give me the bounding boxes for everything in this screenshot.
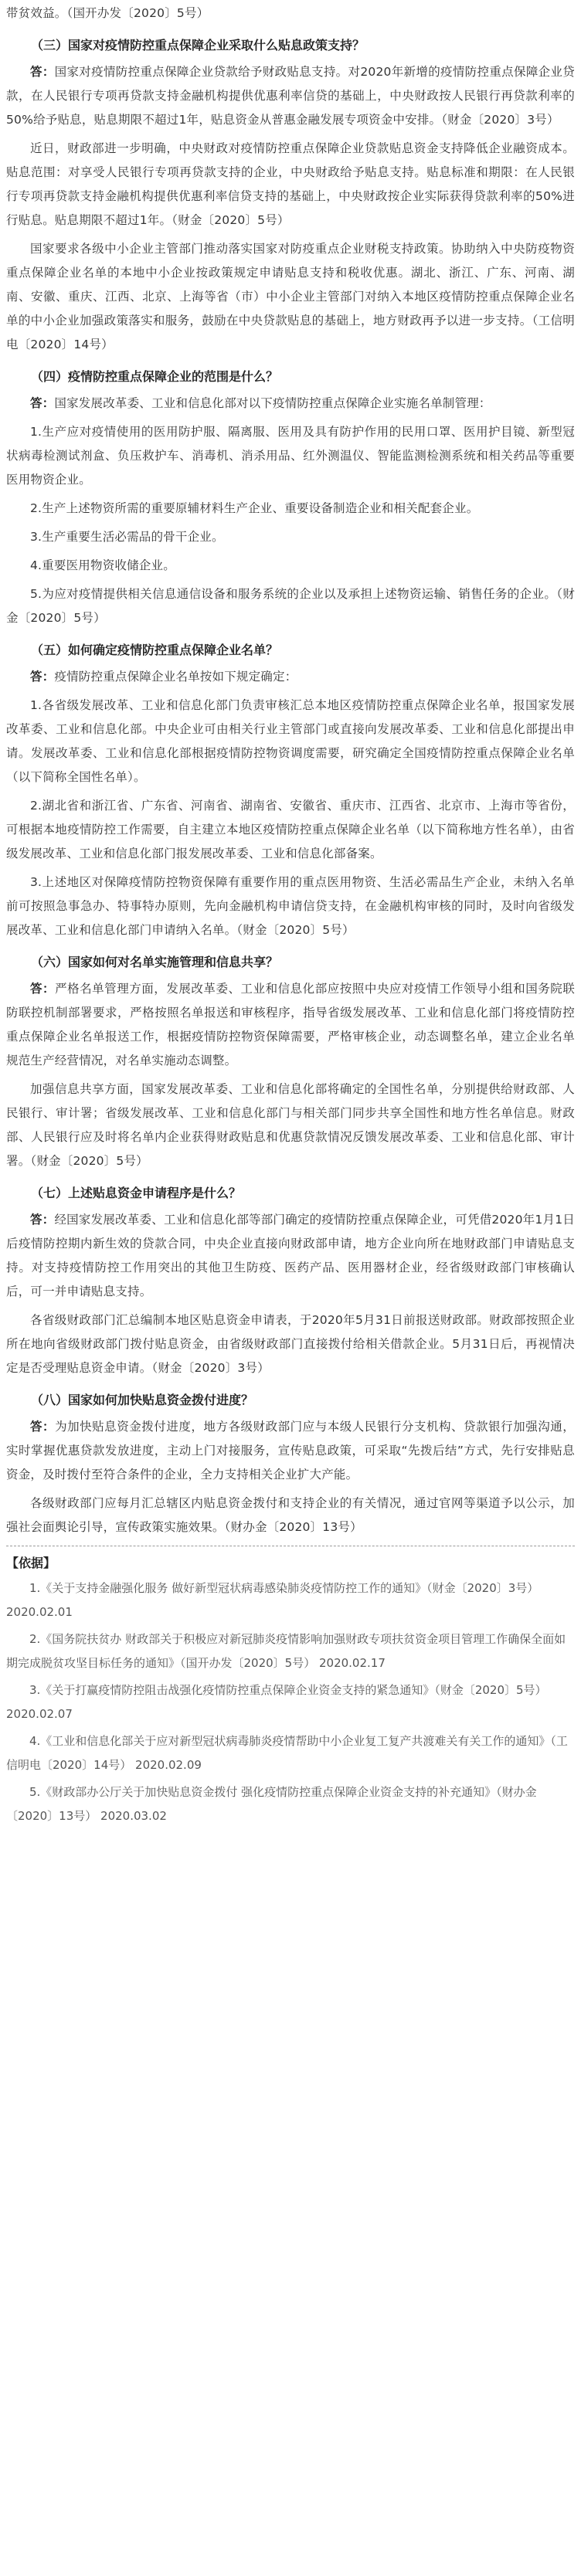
section-paragraph xyxy=(6,60,575,132)
section-paragraph xyxy=(6,794,575,866)
section-heading-4: （四）疫情防控重点保障企业的范围是什么？ xyxy=(31,369,279,384)
reference-item: 3.《关于打赢疫情防控阻击战强化疫情防控重点保障企业资金支持的紧急通知》（财金〔2020〕5号） 2020.02.07 xyxy=(6,1683,547,1721)
section-paragraph xyxy=(6,871,575,942)
answer-lead: 答： xyxy=(30,1213,55,1227)
section-heading-6: （六）国家如何对名单实施管理和信息共享？ xyxy=(31,955,279,969)
paragraph-text: 2.湖北省和浙江省、广东省、河南省、湖南省、安徽省、重庆市、江西省、北京市、上海市等省份，可根据本地疫情防控工作需要，自主建立本地区疫情防控重点保障企业名单（以下简称地方性名单），由省级发展改革、工业和信息化部门报发展改革委、工业和信息化部备案。 xyxy=(6,799,575,860)
reference-item: 1.《关于支持金融强化服务 做好新型冠状病毒感染肺炎疫情防控工作的通知》（财金〔2020〕3号） 2020.02.01 xyxy=(6,1581,539,1619)
section-paragraph xyxy=(6,554,575,578)
section-heading-5: （五）如何确定疫情防控重点保障企业名单？ xyxy=(31,643,279,657)
section-paragraph xyxy=(6,137,575,232)
section-paragraph xyxy=(6,392,575,416)
paragraph-text: 各省级财政部门汇总编制本地区贴息资金申请表，于2020年5月31日前报送财政部。财政部按照企业所在地向省级财政部门拨付贴息资金，由省级财政部门直接拨付给相关借款企业。5月31日后，再视情决定是否受理贴息资金申请。（财金〔2020〕3号） xyxy=(6,1313,575,1375)
paragraph-text: 为加快贴息资金拨付进度，地方各级财政部门应与本级人民银行分支机构、贷款银行加强沟通，实时掌握优惠贷款发放进度，主动上门对接服务，宣传贴息政策，可采取“先拨后结”方式，先行安排贴息资金，及时拨付至符合条件的企业，全力支持相关企业扩大产能。 xyxy=(6,1420,575,1481)
section-paragraph xyxy=(6,525,575,549)
section-paragraph xyxy=(6,1492,575,1539)
paragraph-text: 严格名单管理方面，发展改革委、工业和信息化部应按照中央应对疫情工作领导小组和国务院联防联控机制部署要求，严格按照名单报送和审核程序，指导省级发展改革、工业和信息化部门将疫情防控重点保障企业名单报送工作，根据疫情防控物资保障需要，严格审核企业，动态调整名单，建立企业名单规范生产经营情况，对名单实施动态调整。 xyxy=(6,982,575,1067)
intro-tail: 带贫效益。（国开办发〔2020〕5号） xyxy=(6,6,209,20)
paragraph-text: 4.重要医用物资收储企业。 xyxy=(30,558,175,572)
section-paragraph xyxy=(6,237,575,357)
paragraph-text: 各级财政部门应每月汇总辖区内贴息资金拨付和支持企业的有关情况，通过官网等渠道予以公示，加强社会面舆论引导，宣传政策实施效果。（财办金〔2020〕13号） xyxy=(6,1496,575,1534)
paragraph-text: 加强信息共享方面，国家发展改革委、工业和信息化部将确定的全国性名单，分别提供给财政部、人民银行、审计署；省级发展改革、工业和信息化部门与相关部门同步共享全国性和地方性名单信息。财政部、人民银行应及时将名单内企业获得财政贴息和优惠贷款情况反馈发展改革委、工业和信息化部、审计署。（财金〔2020〕5号） xyxy=(6,1082,575,1168)
paragraph-text: 国家要求各级中小企业主管部门推动落实国家对防疫重点企业财税支持政策。协助纳入中央防疫物资重点保障企业名单的本地中小企业按政策规定申请贴息支持和税收优惠。湖北、浙江、广东、河南、湖南、安徽、重庆、江西、北京、上海等省（市）中小企业主管部门对纳入本地区疫情防控重点保障企业名单的中小企业加强政策落实和服务，鼓励在中央贷款贴息的基础上，地方财政再予以进一步支持。（工信明电〔2020〕14号） xyxy=(6,242,575,351)
paragraph-text: 近日，财政部进一步明确，中央财政对疫情防控重点保障企业贷款贴息资金支持降低企业融资成本。贴息范围：对享受人民银行专项再贷款支持的企业，中央财政给予贴息支持。贴息标准和期限：在人民银行专项再贷款支持金融机构提供优惠利率信贷支持的基础上，中央财政按企业实际获得贷款利率的50%进行贴息。贴息期限不超过1年。（财金〔2020〕5号） xyxy=(6,141,575,227)
paragraph-text: 3.生产重要生活必需品的骨干企业。 xyxy=(30,530,224,544)
section-heading-7: （七）上述贴息资金申请程序是什么？ xyxy=(31,1186,242,1200)
paragraph-text: 2.生产上述物资所需的重要原辅材料生产企业、重要设备制造企业和相关配套企业。 xyxy=(30,501,479,515)
paragraph-text: 1.各省级发展改革、工业和信息化部门负责审核汇总本地区疫情防控重点保障企业名单，报国家发展改革委、工业和信息化部。中央企业可由相关行业主管部门或直接向发展改革委、工业和信息化部提出申请。发展改革委、工业和信息化部根据疫情防控物资调度需要，研究确定全国疫情防控重点保障企业名单（以下简称全国性名单）。 xyxy=(6,698,575,784)
answer-lead: 答： xyxy=(30,670,55,684)
basis-title: 【依据】 xyxy=(6,1556,56,1570)
section-paragraph xyxy=(6,1078,575,1173)
reference-item: 2.《国务院扶贫办 财政部关于积极应对新冠肺炎疫情影响加强财政专项扶贫资金项目管理工作确保全面如期完成脱贫攻坚目标任务的通知》（国开办发〔2020〕5号） 2020.02.17 xyxy=(6,1632,566,1670)
section-paragraph xyxy=(6,420,575,492)
answer-lead: 答： xyxy=(30,1420,56,1434)
section-paragraph xyxy=(6,1415,575,1487)
paragraph-text: 3.上述地区对保障疫情防控物资保障有重要作用的重点医用物资、生活必需品生产企业，未纳入名单前可按照急事急办、特事特办原则，先向金融机构申请信贷支持，在金融机构审核的同时，及时向省级发展改革、工业和信息化部门申请纳入名单。（财金〔2020〕5号） xyxy=(6,875,575,937)
answer-lead: 答： xyxy=(30,65,55,79)
paragraph-text: 经国家发展改革委、工业和信息化部等部门确定的疫情防控重点保障企业，可凭借2020年1月1日后疫情防控期内新生效的贷款合同，中央企业直接向财政部申请，地方企业向所在地财政部门申请贴息支持。对支持疫情防控工作用突出的其他卫生防疫、医药产品、医用器材企业，经省级财政部门审核确认后，可一并申请贴息支持。 xyxy=(6,1213,575,1298)
answer-lead: 答： xyxy=(30,396,55,410)
section-heading-3: （三）国家对疫情防控重点保障企业采取什么贴息政策支持？ xyxy=(31,38,365,53)
section-paragraph xyxy=(6,665,575,689)
paragraph-text: 1.生产应对疫情使用的医用防护服、隔离服、医用及具有防护作用的民用口罩、医用护目镜、新型冠状病毒检测试剂盒、负压救护车、消毒机、消杀用品、红外测温仪、智能监测检测系统和相关药品等重要医用物资企业。 xyxy=(6,425,575,487)
reference-item: 5.《财政部办公厅关于加快贴息资金拨付 强化疫情防控重点保障企业资金支持的补充通知》（财办金〔2020〕13号） 2020.03.02 xyxy=(6,1785,537,1823)
section-paragraph xyxy=(6,582,575,630)
section-paragraph xyxy=(6,497,575,521)
reference-item: 4.《工业和信息化部关于应对新型冠状病毒肺炎疫情帮助中小企业复工复产共渡难关有关工作的通知》（工信明电〔2020〕14号） 2020.02.09 xyxy=(6,1734,568,1772)
section-heading-8: （八）国家如何加快贴息资金拨付进度？ xyxy=(31,1393,254,1407)
section-paragraph xyxy=(6,977,575,1073)
section-paragraph xyxy=(6,1208,575,1304)
answer-lead: 答： xyxy=(30,982,56,996)
paragraph-text: 国家发展改革委、工业和信息化部对以下疫情防控重点保障企业实施名单制管理： xyxy=(54,396,491,410)
section-paragraph xyxy=(6,694,575,789)
paragraph-text: 国家对疫情防控重点保障企业贷款给予财政贴息支持。对2020年新增的疫情防控重点保障企业贷款，在人民银行专项再贷款支持金融机构提供优惠利率信贷的基础上，中央财政按人民银行再贷款利率的50%给予贴息，贴息期限不超过1年，贴息资金从普惠金融发展专项资金中安排。（财金〔2020〕3号） xyxy=(6,65,575,127)
section-paragraph xyxy=(6,1308,575,1380)
paragraph-text: 5.为应对疫情提供相关信息通信设备和服务系统的企业以及承担上述物资运输、销售任务的企业。（财金〔2020〕5号） xyxy=(6,587,575,625)
paragraph-text: 疫情防控重点保障企业名单按如下规定确定： xyxy=(54,670,297,684)
